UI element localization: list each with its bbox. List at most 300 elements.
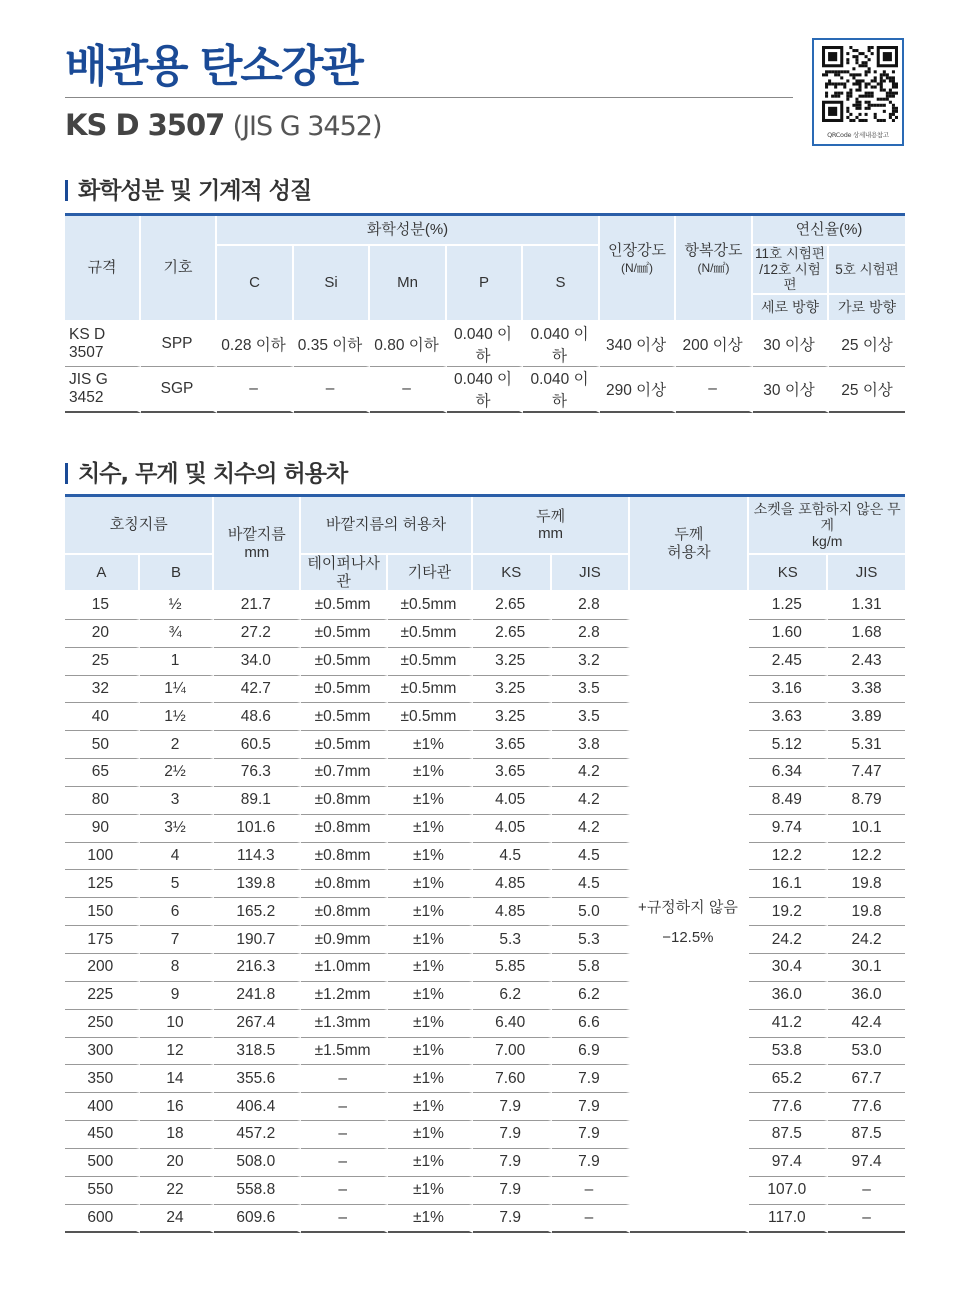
table-cell: 114.3 — [214, 843, 301, 871]
table-cell: 150 — [65, 898, 140, 926]
table-cell: 450 — [65, 1121, 140, 1149]
table-cell: ±0.5mm — [301, 648, 388, 676]
table-row — [65, 1038, 905, 1066]
table-cell: 500 — [65, 1149, 140, 1177]
table-cell: 6.40 — [473, 1010, 552, 1038]
table-row — [65, 620, 905, 648]
table-cell: 100 — [65, 843, 140, 871]
table-cell: ±0.8mm — [301, 898, 388, 926]
table-cell: 190.7 — [214, 926, 301, 954]
table-cell: 125 — [65, 870, 140, 898]
col-ks: KS — [473, 555, 552, 592]
table-cell: 4.85 — [473, 870, 552, 898]
table-cell: 3½ — [140, 815, 215, 843]
table-cell: 27.2 — [214, 620, 301, 648]
yield-label: 항복강도 — [684, 241, 743, 259]
table-cell: 0.28 이하 — [217, 322, 294, 367]
col-vertical: 세로 방향 — [753, 295, 829, 322]
table-row — [65, 898, 905, 926]
table-cell: 89.1 — [214, 787, 301, 815]
table-cell: ±0.8mm — [301, 870, 388, 898]
table-row — [65, 1205, 905, 1234]
table-cell: – — [370, 367, 447, 413]
col-elongation: 연신율(%) — [753, 216, 905, 246]
table-cell: 36.0 — [749, 982, 828, 1010]
col-yield — [676, 216, 753, 322]
table-cell: 32 — [65, 676, 140, 704]
table-cell: – — [301, 1205, 388, 1234]
table-cell: 40 — [65, 703, 140, 731]
table-cell: 21.7 — [214, 592, 301, 620]
table-cell: 90 — [65, 815, 140, 843]
table-cell: 42.4 — [828, 1010, 905, 1038]
section-bar — [65, 180, 68, 201]
table-cell: 24.2 — [828, 926, 905, 954]
table-cell: 6.34 — [749, 759, 828, 787]
table-cell: ±1% — [388, 1010, 473, 1038]
table-cell: 5.3 — [473, 926, 552, 954]
table-cell: 1.31 — [828, 592, 905, 620]
table-cell: 4.5 — [552, 843, 631, 871]
tensile-unit: (N/㎟) — [621, 261, 654, 276]
table-cell: 12.2 — [828, 843, 905, 871]
table-cell: 558.8 — [214, 1177, 301, 1205]
table-cell: ±1% — [388, 1121, 473, 1149]
table-cell: 550 — [65, 1177, 140, 1205]
table-cell: 0.040 이하 — [523, 322, 600, 367]
table-row — [65, 322, 905, 367]
table-cell: 117.0 — [749, 1205, 828, 1234]
table-cell: 65 — [65, 759, 140, 787]
table-cell: ±1% — [388, 870, 473, 898]
table-cell: 5.0 — [552, 898, 631, 926]
yield-unit: (N/㎟) — [697, 261, 730, 276]
qr-code[interactable] — [812, 38, 904, 146]
table-row — [65, 648, 905, 676]
table-cell: 355.6 — [214, 1065, 301, 1093]
col-si: Si — [294, 246, 370, 322]
table-cell: 0.80 이하 — [370, 322, 447, 367]
table-cell: ¾ — [140, 620, 215, 648]
col-jis: JIS — [552, 555, 631, 592]
od-label: 바깥지름 — [227, 526, 286, 544]
section-bar — [65, 463, 68, 484]
table-cell: ±1% — [388, 1038, 473, 1066]
col-a: A — [65, 555, 140, 592]
table-cell: 290 이상 — [600, 367, 676, 413]
table-cell: ±1% — [388, 731, 473, 759]
table-cell: 30.4 — [749, 954, 828, 982]
table-cell: 3.16 — [749, 676, 828, 704]
table-cell: 7.47 — [828, 759, 905, 787]
table-cell: 7.9 — [473, 1093, 552, 1121]
page-title: 배관용 탄소강관 — [65, 41, 362, 92]
table-cell: ±1% — [388, 1205, 473, 1234]
table-cell: ±0.8mm — [301, 815, 388, 843]
table-cell: 400 — [65, 1093, 140, 1121]
table-cell: 22 — [140, 1177, 215, 1205]
table-cell: 19.8 — [828, 898, 905, 926]
table-cell: 16.1 — [749, 870, 828, 898]
table-cell: 4.2 — [552, 787, 631, 815]
table-cell: 3.2 — [552, 648, 631, 676]
test12-label: /12호 시험편 — [759, 261, 821, 293]
table-row — [65, 759, 905, 787]
col-horizontal: 가로 방향 — [829, 295, 905, 322]
table-cell: 3.8 — [552, 731, 631, 759]
table-cell: 3.65 — [473, 759, 552, 787]
table-cell: ±0.5mm — [301, 620, 388, 648]
table-cell: 3.5 — [552, 703, 631, 731]
table-cell: 19.2 — [749, 898, 828, 926]
col-other: 기타관 — [388, 555, 473, 592]
table-cell: 0.35 이하 — [294, 322, 370, 367]
table-cell: 4.2 — [552, 815, 631, 843]
table-cell: 5 — [140, 870, 215, 898]
table-cell: – — [301, 1065, 388, 1093]
table-cell: 175 — [65, 926, 140, 954]
table-cell: ±1% — [388, 1177, 473, 1205]
col-test-11-12 — [753, 246, 829, 295]
table-cell: 80 — [65, 787, 140, 815]
table-cell: ±1% — [388, 1149, 473, 1177]
table-cell: 5.31 — [828, 731, 905, 759]
table-cell: 6.2 — [552, 982, 631, 1010]
weight-label: 소켓을 포함하지 않은 무게 — [753, 500, 901, 533]
table-cell: 4.05 — [473, 787, 552, 815]
table-cell: 1½ — [140, 703, 215, 731]
table-cell: – — [676, 367, 753, 413]
standard-code: KS D 3507 — [65, 108, 225, 142]
table-cell: 0.040 이하 — [447, 322, 523, 367]
table-cell: 53.0 — [828, 1038, 905, 1066]
table-cell: 97.4 — [749, 1149, 828, 1177]
table-cell: ±0.5mm — [388, 592, 473, 620]
test11-label: 11호 시험편 — [755, 246, 825, 261]
section-dimensions — [65, 455, 347, 488]
od-unit: mm — [244, 543, 270, 561]
table-cell: 9.74 — [749, 815, 828, 843]
col-test-5: 5호 시험편 — [829, 246, 905, 295]
table-cell: 25 이상 — [829, 367, 905, 413]
table-cell: 7.9 — [473, 1205, 552, 1234]
table-cell: 7.9 — [473, 1121, 552, 1149]
table-cell: 8.49 — [749, 787, 828, 815]
table-row — [65, 676, 905, 704]
table-row — [65, 731, 905, 759]
table-cell: – — [828, 1177, 905, 1205]
table-row — [65, 1177, 905, 1205]
section-title-2: 치수, 무게 및 치수의 허용차 — [78, 461, 348, 487]
title-divider — [65, 97, 793, 98]
table-cell: ±0.8mm — [301, 787, 388, 815]
table-cell: ±0.5mm — [301, 676, 388, 704]
table-cell: 609.6 — [214, 1205, 301, 1234]
table-cell: 3.89 — [828, 703, 905, 731]
table-cell: 1¼ — [140, 676, 215, 704]
table-cell: ±0.5mm — [301, 731, 388, 759]
qr-code-icon — [822, 46, 898, 122]
tolerance-minus: −12.5% — [662, 928, 714, 946]
table-cell: ½ — [140, 592, 215, 620]
table-cell: – — [301, 1093, 388, 1121]
table-cell: 7.00 — [473, 1038, 552, 1066]
table-cell: ±1.3mm — [301, 1010, 388, 1038]
table-row — [65, 1093, 905, 1121]
table-cell: – — [294, 367, 370, 413]
table-cell: 0.040 이하 — [447, 367, 523, 413]
table-cell: 65.2 — [749, 1065, 828, 1093]
table-cell: 7.9 — [473, 1177, 552, 1205]
table-cell: 25 — [65, 648, 140, 676]
col-weight-jis: JIS — [828, 555, 905, 592]
thickness-label: 두께 — [536, 507, 566, 525]
table-cell: 12.2 — [749, 843, 828, 871]
table-row — [65, 592, 905, 620]
table-cell: 1.68 — [828, 620, 905, 648]
table-cell: 20 — [140, 1149, 215, 1177]
table-cell: 8.79 — [828, 787, 905, 815]
table-cell: 300 — [65, 1038, 140, 1066]
table-cell: 200 이상 — [676, 322, 753, 367]
table-cell: 30 이상 — [753, 322, 829, 367]
table-cell: 7.9 — [552, 1065, 631, 1093]
table-row — [65, 815, 905, 843]
table-cell: 20 — [65, 620, 140, 648]
table-cell: 318.5 — [214, 1038, 301, 1066]
table-cell: 267.4 — [214, 1010, 301, 1038]
table-cell: 340 이상 — [600, 322, 676, 367]
table-cell: 41.2 — [749, 1010, 828, 1038]
table-cell: ±0.8mm — [301, 843, 388, 871]
table-cell: 7 — [140, 926, 215, 954]
table-cell: – — [301, 1177, 388, 1205]
tolerance-plus: +규정하지 않음 — [637, 898, 738, 916]
table-cell: 5.3 — [552, 926, 631, 954]
table-cell: 6.2 — [473, 982, 552, 1010]
table-cell: 77.6 — [828, 1093, 905, 1121]
table-cell: 42.7 — [214, 676, 301, 704]
table-row — [65, 843, 905, 871]
table-cell: 457.2 — [214, 1121, 301, 1149]
col-spec: 규격 — [65, 216, 141, 322]
table-cell: 1.25 — [749, 592, 828, 620]
table-cell: 2½ — [140, 759, 215, 787]
table-row — [65, 1065, 905, 1093]
table-cell: 225 — [65, 982, 140, 1010]
table-cell: 10.1 — [828, 815, 905, 843]
table-cell: ±1.2mm — [301, 982, 388, 1010]
thk-tol-label-2: 허용차 — [667, 543, 711, 561]
table-cell: 3.25 — [473, 676, 552, 704]
table-cell: 12 — [140, 1038, 215, 1066]
table-cell: 2.45 — [749, 648, 828, 676]
table-cell: 10 — [140, 1010, 215, 1038]
col-mn: Mn — [370, 246, 447, 322]
table-cell: ±1% — [388, 759, 473, 787]
table-cell: 4.5 — [473, 843, 552, 871]
table-row — [65, 1149, 905, 1177]
table-row — [65, 926, 905, 954]
col-weight-ks: KS — [749, 555, 828, 592]
table-cell: 3 — [140, 787, 215, 815]
thickness-unit: mm — [538, 525, 564, 542]
tensile-label: 인장강도 — [608, 241, 666, 259]
table-cell: ±0.5mm — [388, 620, 473, 648]
table-cell: 107.0 — [749, 1177, 828, 1205]
table-cell: SPP — [141, 322, 217, 367]
table-cell: 508.0 — [214, 1149, 301, 1177]
table-cell: 2.43 — [828, 648, 905, 676]
table-row — [65, 1121, 905, 1149]
thickness-tolerance-cell — [630, 592, 749, 1233]
table-cell: ±0.5mm — [388, 676, 473, 704]
col-c: C — [217, 246, 294, 322]
table-cell: 2.65 — [473, 592, 552, 620]
table-cell: 97.4 — [828, 1149, 905, 1177]
table-cell: ±0.7mm — [301, 759, 388, 787]
table-cell: – — [301, 1149, 388, 1177]
table-row — [65, 954, 905, 982]
table-cell: 250 — [65, 1010, 140, 1038]
table-cell: ±0.5mm — [301, 592, 388, 620]
table-row — [65, 870, 905, 898]
table-cell: 4.85 — [473, 898, 552, 926]
table-cell: 5.8 — [552, 954, 631, 982]
table-cell: 6.9 — [552, 1038, 631, 1066]
table-cell: 2 — [140, 731, 215, 759]
table-cell: 15 — [65, 592, 140, 620]
table-cell: ±1% — [388, 982, 473, 1010]
table-cell: 87.5 — [828, 1121, 905, 1149]
qr-caption: QRCode 상세내용참고 — [827, 131, 889, 139]
table-cell: 48.6 — [214, 703, 301, 731]
table-cell: 77.6 — [749, 1093, 828, 1121]
table-cell: 76.3 — [214, 759, 301, 787]
table-cell: 139.8 — [214, 870, 301, 898]
table-cell: 1.60 — [749, 620, 828, 648]
col-weight — [749, 497, 905, 555]
table-cell: 24 — [140, 1205, 215, 1234]
table-cell: 67.7 — [828, 1065, 905, 1093]
table-cell: ±1% — [388, 1065, 473, 1093]
table-cell: 4.2 — [552, 759, 631, 787]
col-od-tolerance: 바깥지름의 허용차 — [301, 497, 473, 555]
table-cell: 6 — [140, 898, 215, 926]
table-cell: 3.65 — [473, 731, 552, 759]
table-cell: 14 — [140, 1065, 215, 1093]
table-cell: ±1% — [388, 787, 473, 815]
standard-reference: (JIS G 3452) — [232, 111, 382, 142]
table-cell: ±0.9mm — [301, 926, 388, 954]
weight-unit: kg/m — [812, 533, 843, 550]
col-s: S — [523, 246, 600, 322]
table-cell: ±1.5mm — [301, 1038, 388, 1066]
table-cell: ±1% — [388, 815, 473, 843]
table-cell: 7.9 — [473, 1149, 552, 1177]
table-cell: 2.65 — [473, 620, 552, 648]
table-cell: 30 이상 — [753, 367, 829, 413]
table-cell: ±1% — [388, 1093, 473, 1121]
table-cell: 7.9 — [552, 1149, 631, 1177]
table-cell: ±0.5mm — [388, 648, 473, 676]
table-row — [65, 367, 905, 413]
col-thickness — [473, 497, 630, 555]
table-cell: – — [828, 1205, 905, 1234]
table-cell: 216.3 — [214, 954, 301, 982]
table-cell: 7.9 — [552, 1093, 631, 1121]
table-cell: 3.25 — [473, 648, 552, 676]
table-cell: 50 — [65, 731, 140, 759]
table-cell: ±1% — [388, 843, 473, 871]
table-cell: 3.5 — [552, 676, 631, 704]
table-row — [65, 787, 905, 815]
table-cell: 200 — [65, 954, 140, 982]
col-nominal: 호칭지름 — [65, 497, 214, 555]
table-cell: 350 — [65, 1065, 140, 1093]
table-cell: 30.1 — [828, 954, 905, 982]
table-cell: 7.60 — [473, 1065, 552, 1093]
table-cell: ±1.0mm — [301, 954, 388, 982]
table-cell: – — [217, 367, 294, 413]
table-cell: 4 — [140, 843, 215, 871]
table-cell: 7.9 — [552, 1121, 631, 1149]
table-cell: 241.8 — [214, 982, 301, 1010]
table-cell: 53.8 — [749, 1038, 828, 1066]
table-cell: ±1% — [388, 954, 473, 982]
table-cell: 24.2 — [749, 926, 828, 954]
col-tensile — [600, 216, 676, 322]
table-cell: 3.25 — [473, 703, 552, 731]
table-cell: 25 이상 — [829, 322, 905, 367]
table-cell: 87.5 — [749, 1121, 828, 1149]
table-row — [65, 982, 905, 1010]
table-cell: 18 — [140, 1121, 215, 1149]
table-cell: 8 — [140, 954, 215, 982]
table-cell: 0.040 이하 — [523, 367, 600, 413]
standard-subtitle — [65, 108, 382, 142]
dimensions-table — [65, 494, 905, 1233]
table-cell: – — [552, 1177, 631, 1205]
table-cell: 19.8 — [828, 870, 905, 898]
table-cell: ±1% — [388, 926, 473, 954]
col-chemical: 화학성분(%) — [217, 216, 600, 246]
section-chemical-mechanical — [65, 172, 311, 205]
table-cell: 3.63 — [749, 703, 828, 731]
table-row — [65, 703, 905, 731]
col-p: P — [447, 246, 523, 322]
table-cell: 34.0 — [214, 648, 301, 676]
table-cell: – — [301, 1121, 388, 1149]
col-taper: 테이퍼나사관 — [301, 555, 388, 592]
table-cell: 101.6 — [214, 815, 301, 843]
table-cell: 6.6 — [552, 1010, 631, 1038]
table-cell: 5.85 — [473, 954, 552, 982]
table-cell: ±0.5mm — [301, 703, 388, 731]
table-cell: 600 — [65, 1205, 140, 1234]
col-b: B — [140, 555, 215, 592]
table-cell: 60.5 — [214, 731, 301, 759]
section-title-1: 화학성분 및 기계적 성질 — [78, 178, 312, 204]
table-cell: 5.12 — [749, 731, 828, 759]
table-cell: 165.2 — [214, 898, 301, 926]
table-cell: ±1% — [388, 898, 473, 926]
thk-tol-label: 두께 — [674, 526, 704, 544]
table-cell: 4.05 — [473, 815, 552, 843]
chemical-mechanical-table — [65, 213, 905, 413]
table-cell: – — [552, 1205, 631, 1234]
table-cell: 3.38 — [828, 676, 905, 704]
